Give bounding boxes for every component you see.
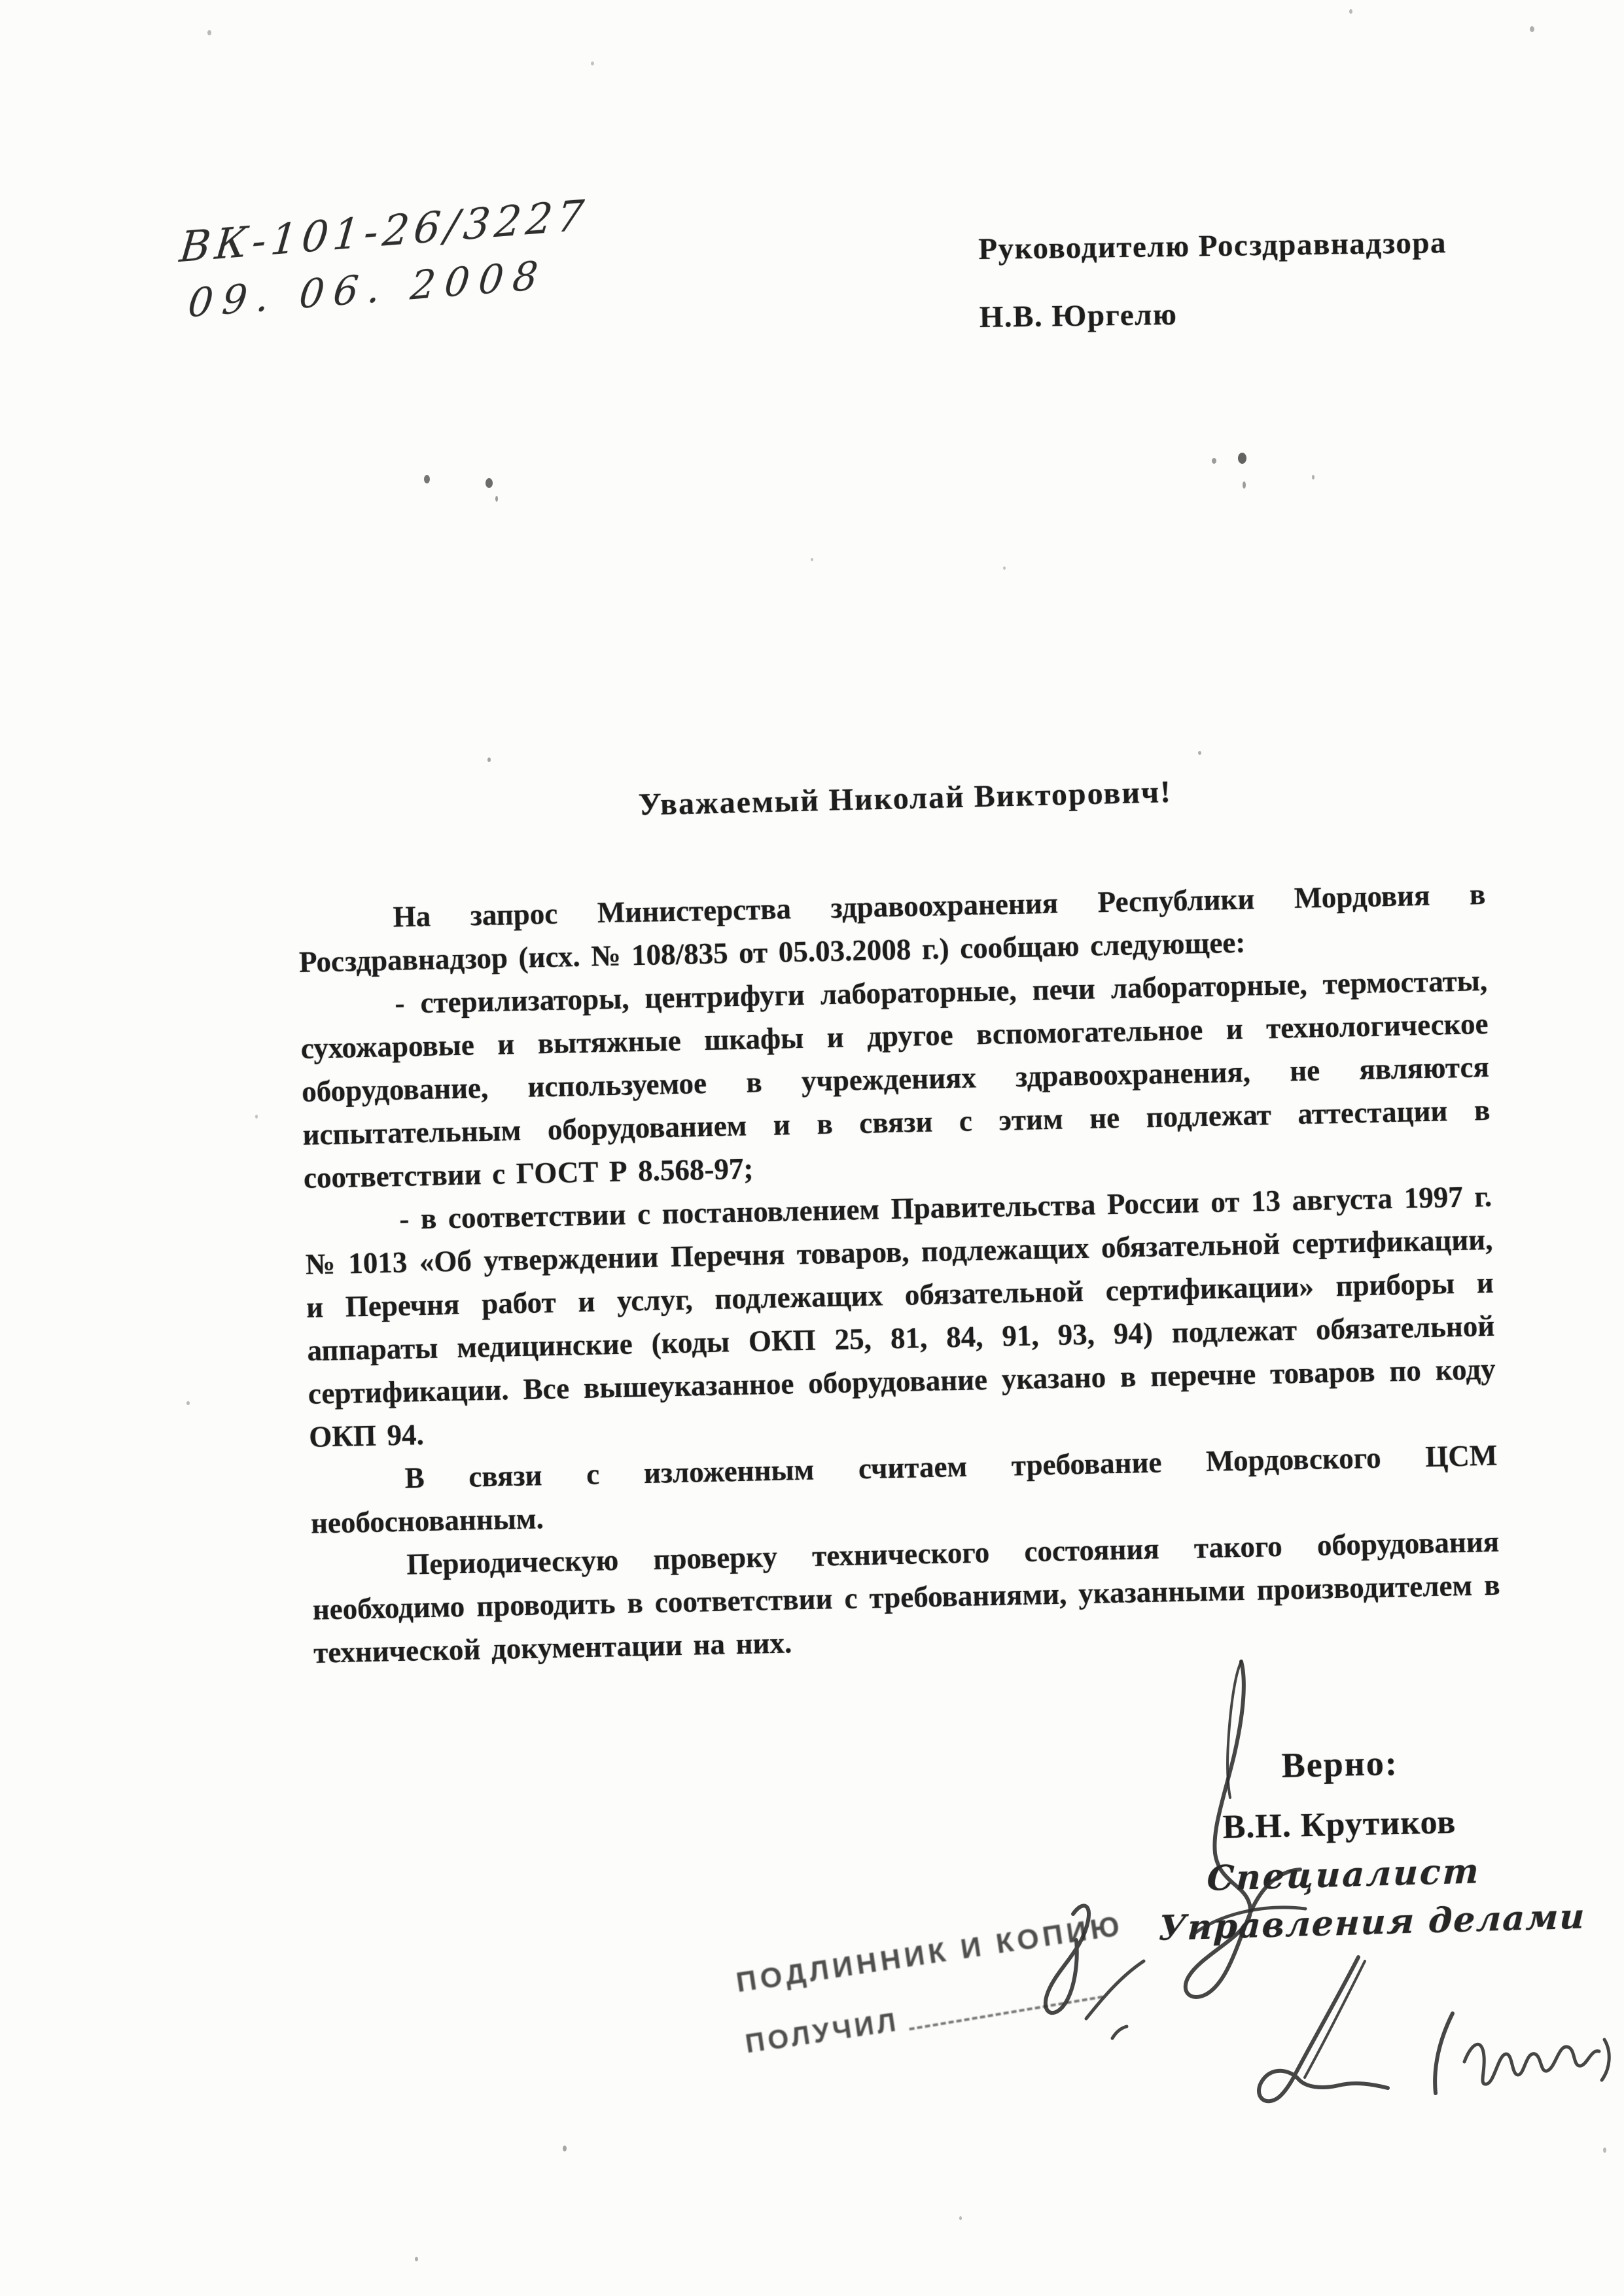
scan-speck [811,558,813,561]
addressee-title: Руководителю Росздравнадзора [978,226,1447,266]
scan-speck [1312,475,1315,479]
scan-speck [1243,481,1246,489]
scan-speck [1530,26,1534,32]
scan-speck [591,61,594,65]
bottom-signature-1 [1259,1957,1388,2101]
scan-speck [959,2216,962,2220]
signer-name: В.Н. Крутиков [1222,1803,1456,1846]
scan-speck [1003,566,1006,570]
signer-title-line1: Специалист [1206,1851,1481,1900]
certified-label: Верно: [1281,1743,1399,1785]
scan-speck [495,496,498,502]
bottom-signature-2-curve [1435,2013,1453,2093]
body-paragraph-3: - в соответствии с постановлением Правительства России от 13 августа 1997 г. № 1013 «Об утверждении Перечня товаров, подлежащих обязательной сертификации, и Перечня работ и услуг, подлежащих обязательной сертификации» приборы и аппараты медицинские (коды ОКП 25, 81, 84, 91, 93, 94) подлежат обязательной сертификации. Все вышеуказанное оборудование указано в перечне товаров по коду ОКП 94. [305,1179,1496,1453]
handwritten-reference-block [178,192,594,327]
letter-body [298,873,1501,1675]
scan-speck [186,1401,190,1405]
scan-speck [1349,9,1352,14]
stamp-line-1: ПОДЛИННИК И КОПИЮ [734,1909,1125,1999]
scan-speck [1212,458,1216,464]
scan-speck [1198,751,1201,755]
scan-speck [1238,453,1246,464]
scan-speck [424,475,430,483]
scan-speck [563,2146,567,2151]
body-paragraph-4: В связи с изложенным считаем требование Мордовского ЦСМ необоснованным. [310,1438,1498,1540]
scan-speck [487,757,491,762]
addressee-block [978,226,1448,334]
signer-title-line2: Управления делами [1157,1896,1587,1949]
receipt-stamp [734,1905,1162,2059]
stamp-line-2: ПОЛУЧИЛ [743,2006,901,2059]
bottom-signature-2-final [1602,2040,1609,2080]
handwritten-reference-number: ВК-101-26/3227 [177,191,591,273]
stamp-signature-rule [909,1996,1103,2030]
scan-speck [415,2257,418,2261]
signature-flourish-upstroke [1227,1661,1241,1798]
stamp-left-mark [1112,2026,1127,2038]
scan-speck [1603,2148,1606,2153]
bottom-signature-2-scribble [1464,2044,1599,2084]
bottom-signature-1-upstroke [1305,1961,1365,2078]
salutation: Уважаемый Николай Викторович! [638,774,1173,822]
addressee-name: Н.В. Юргелю [979,297,1178,334]
body-paragraph-1: На запрос Министерства здравоохранения Республики Мордовия в Росздравнадзор (исх. № 108/835 от 05.03.2008 г.) сообщаю следующее: [298,877,1486,979]
scan-speck [207,30,211,35]
scan-speck [485,478,493,488]
handwritten-date: 09. 06. 2008 [186,252,550,327]
body-paragraph-2: - стерилизаторы, центрифуги лабораторные, печи лабораторные, термостаты, сухожаровые и вытяжные шкафы и другое вспомогательное и технологическое оборудование, используемое в учреждениях здравоохранения, не являются испытательным оборудованием и в связи с этим не подлежат аттестации в соответствии с ГОСТ Р 8.568-97; [300,964,1491,1194]
scan-speck [255,1115,258,1119]
body-paragraph-5: Периодическую проверку технического состояния такого оборудования необходимо проводить в соответствии с требованиями, указанными производителем в технической документации на них. [312,1525,1500,1669]
